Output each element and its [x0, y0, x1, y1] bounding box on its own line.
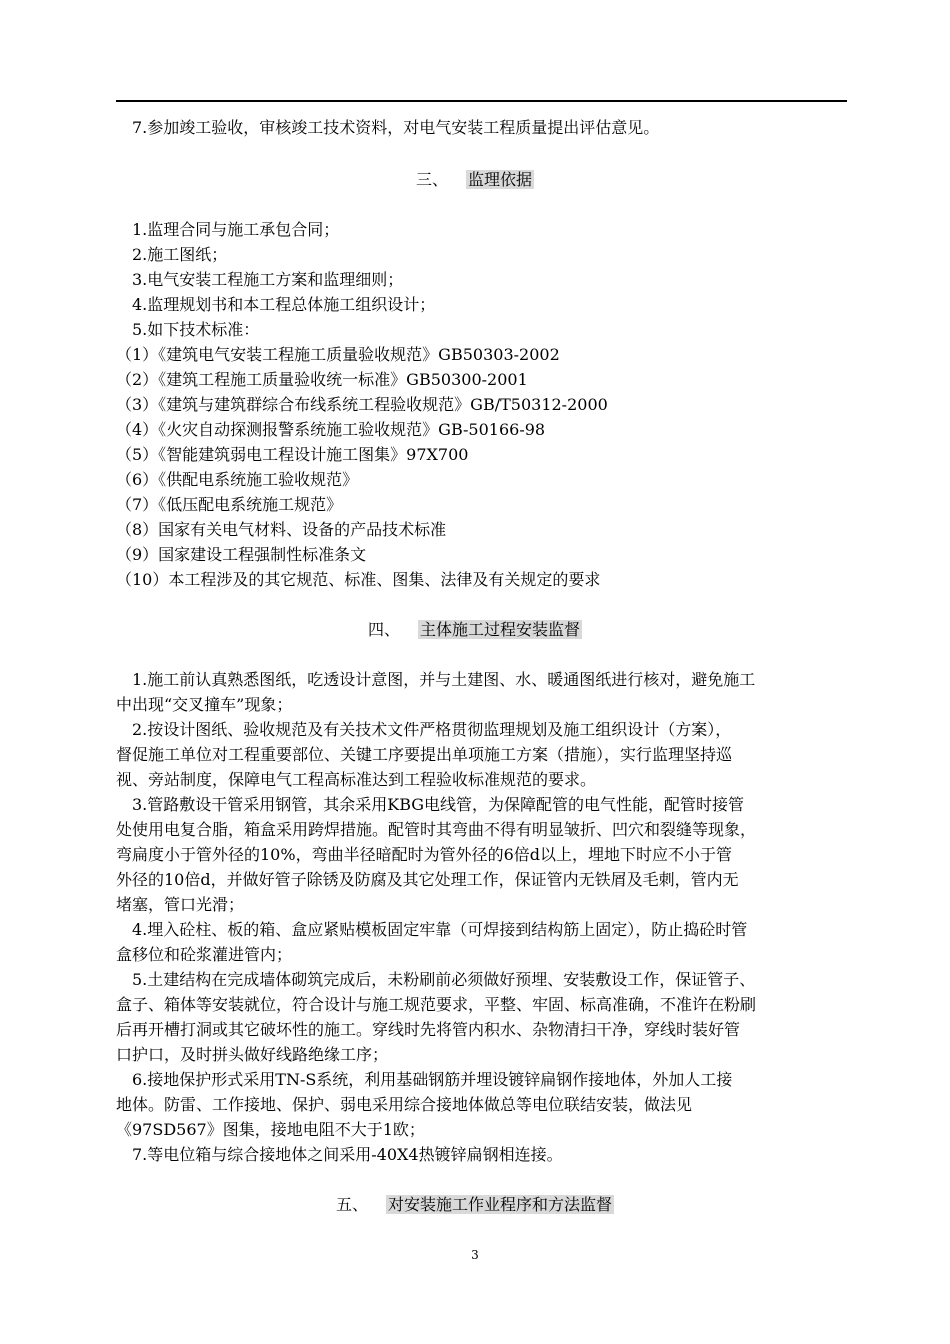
basis-item: 2.施工图纸；: [132, 245, 228, 264]
standard-item: （5）《智能建筑弱电工程设计施工图集》97X700: [116, 445, 469, 464]
standard-item: （1）《建筑电气安装工程施工质量验收规范》GB50303-2002: [116, 345, 560, 364]
section-5-number: 五、: [335, 1195, 368, 1214]
paragraph-line: 处使用电复合脂，箱盒采用跨焊措施。配管时其弯曲不得有明显皱折、凹穴和裂缝等现象，: [116, 820, 757, 839]
page-number: 3: [471, 1248, 479, 1262]
section-4-number: 四、: [367, 620, 400, 639]
standard-item: （8）国家有关电气材料、设备的产品技术标准: [116, 520, 447, 539]
standard-item: （9）国家建设工程强制性标准条文: [116, 545, 367, 564]
section-4-title: 主体施工过程安装监督: [420, 620, 581, 639]
paragraph-line: 盒子、箱体等安装就位，符合设计与施工规范要求，平整、牢固、标高准确，不准许在粉刷: [116, 995, 757, 1014]
standard-item: （6）《供配电系统施工验收规范》: [116, 470, 359, 489]
intro-item: 7.参加竣工验收，审核竣工技术资料，对电气安装工程质量提出评估意见。: [132, 118, 660, 137]
paragraph-line: 弯扁度小于管外径的10%，弯曲半径暗配时为管外径的6倍d以上，埋地下时应不小于管: [116, 845, 732, 864]
basis-item: 5.如下技术标准：: [132, 320, 260, 339]
header-rule: [116, 100, 847, 102]
paragraph-line: 7.等电位箱与综合接地体之间采用-40X4热镀锌扁钢相连接。: [132, 1145, 563, 1164]
paragraph-line: 口护口，及时拼头做好线路绝缘工序；: [116, 1045, 389, 1064]
paragraph-line: 地体。防雷、工作接地、保护、弱电采用综合接地体做总等电位联结安装，做法见: [116, 1095, 693, 1114]
paragraph-line: 1.施工前认真熟悉图纸，吃透设计意图，并与土建图、水、暖通图纸进行核对，避免施工: [132, 670, 756, 689]
standard-item: （3）《建筑与建筑群综合布线系统工程验收规范》GB/T50312-2000: [116, 395, 608, 414]
paragraph-line: 督促施工单位对工程重要部位、关键工序要提出单项施工方案（措施），实行监理坚持巡: [116, 745, 733, 764]
paragraph-line: 盒移位和砼浆灌进管内；: [116, 945, 293, 964]
paragraph-line: 5.土建结构在完成墙体砌筑完成后，未粉刷前必须做好预埋、安装敷设工作，保证管子、: [132, 970, 756, 989]
basis-item: 4.监理规划书和本工程总体施工组织设计；: [132, 295, 436, 314]
paragraph-line: 外径的10倍d，并做好管子除锈及防腐及其它处理工作，保证管内无铁屑及毛刺，管内无: [116, 870, 739, 889]
standard-item: （7）《低压配电系统施工规范》: [116, 495, 343, 514]
paragraph-line: 中出现“交叉撞车”现象；: [116, 695, 293, 714]
basis-item: 1.监理合同与施工承包合同；: [132, 220, 340, 239]
section-4-heading: [0, 620, 950, 640]
standard-item: （4）《火灾自动探测报警系统施工验收规范》GB-50166-98: [116, 420, 546, 439]
paragraph-line: 3.管路敷设干管采用钢管，其余采用KBG电线管，为保障配管的电气性能，配管时接管: [132, 795, 745, 814]
paragraph-line: 4.埋入砼柱、板的箱、盒应紧贴模板固定牢靠（可焊接到结构筋上固定），防止捣砼时管: [132, 920, 748, 939]
section-5-title: 对安装施工作业程序和方法监督: [388, 1195, 613, 1214]
basis-item: 3.电气安装工程施工方案和监理细则；: [132, 270, 404, 289]
paragraph-line: 后再开槽打洞或其它破坏性的施工。穿线时先将管内积水、杂物清扫干净，穿线时装好管: [116, 1020, 741, 1039]
section-3-number: 三、: [415, 170, 448, 189]
paragraph-line: 堵塞，管口光滑；: [116, 895, 245, 914]
standard-item: （10）本工程涉及的其它规范、标准、图集、法律及有关规定的要求: [116, 570, 601, 589]
paragraph-line: 视、旁站制度，保障电气工程高标准达到工程验收标准规范的要求。: [116, 770, 597, 789]
paragraph-line: 6.接地保护形式采用TN-S系统，利用基础钢筋并埋设镀锌扁钢作接地体，外加人工接: [132, 1070, 733, 1089]
section-3-heading: [0, 170, 950, 190]
standard-item: （2）《建筑工程施工质量验收统一标准》GB50300-2001: [116, 370, 528, 389]
paragraph-line: 《97SD567》图集，接地电阻不大于1欧；: [116, 1120, 425, 1139]
section-5-heading: [0, 1195, 950, 1215]
section-3-title: 监理依据: [468, 170, 533, 189]
paragraph-line: 2.按设计图纸、验收规范及有关技术文件严格贯彻监理规划及施工组织设计（方案），: [132, 720, 732, 739]
